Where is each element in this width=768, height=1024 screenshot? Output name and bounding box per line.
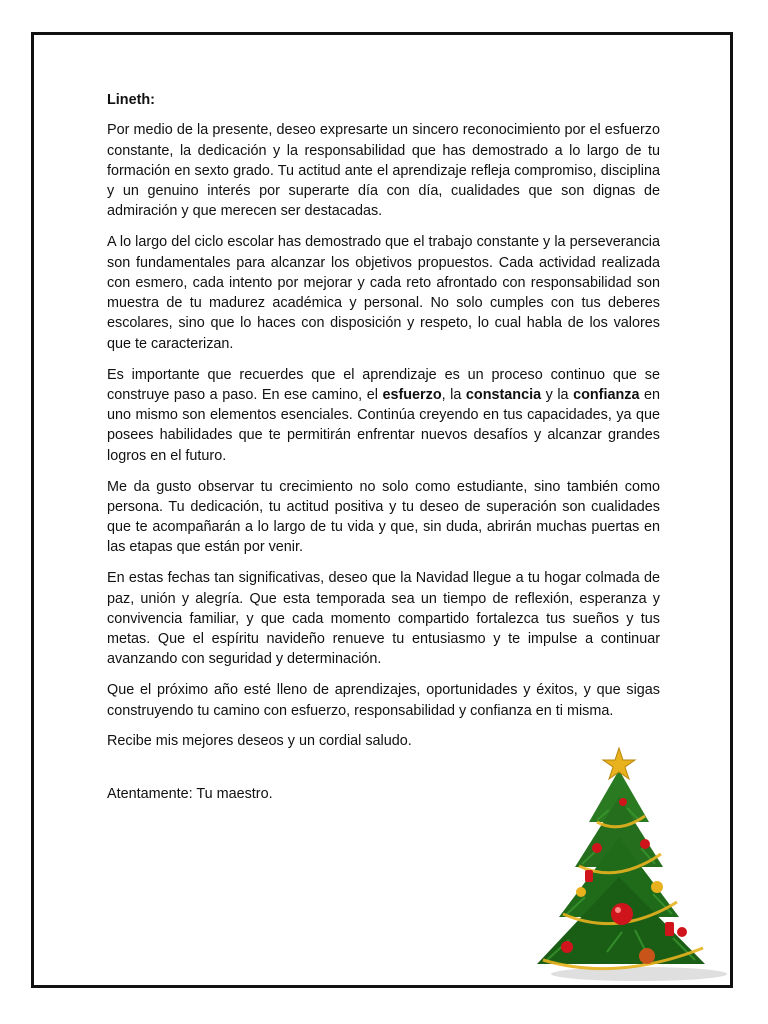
paragraph-3-text-1: Es importante que recuerdes que el aprendizaje es un proceso continuo que se construye paso a paso. En ese camino, el (107, 366, 660, 403)
paragraph-1: Por medio de la presente, deseo expresarte un sincero reconocimiento por el esfuerzo constante, la dedicación y la responsabilidad que has demostrado a lo largo de tu formación en sexto grado. Tu actitud ante el aprendizaje refleja compromiso, disciplina y un genuino interés por superarte día con día, cualidades que son dignas de admiración y que merecen ser destacadas. (107, 122, 660, 220)
bold-constancia: constancia (465, 386, 542, 403)
letter-body (107, 90, 660, 814)
paragraph-5: En estas fechas tan significativas, deseo que la Navidad llegue a tu hogar colmada de paz, unión y alegría. Que esta temporada sea un tiempo de reflexión, esperanza y convivencia familiar, y que cada momento compartido fortalezca tus sueños y tus metas. Que el espíritu navideño renueve tu entusiasmo y te impulse a continuar avanzando con seguridad y determinación. (107, 570, 660, 668)
paragraph-2: A lo largo del ciclo escolar has demostrado que el trabajo constante y la perseverancia son fundamentales para alcanzar los objetivos propuestos. Cada actividad realizada con esmero, cada intento por mejorar y cada reto afrontado con responsabilidad son muestra de tu madurez académica y personal. No solo cumples con tus deberes escolares, sino que lo haces con disposición y respeto, lo cual habla de los valores que te caracterizan. (107, 234, 660, 352)
paragraph-6: Que el próximo año esté lleno de aprendizajes, oportunidades y éxitos, y que sigas construyendo tu camino con esfuerzo, responsabilidad y confianza en ti misma. (107, 682, 660, 719)
greeting: Lineth: (107, 92, 155, 108)
bold-confianza: confianza (573, 386, 640, 403)
paragraph-7: Recibe mis mejores deseos y un cordial saludo. (107, 733, 412, 750)
paragraph-3 (107, 365, 660, 466)
paragraph-3-text-2: , la (441, 386, 466, 403)
paragraph-4: Me da gusto observar tu crecimiento no solo como estudiante, sino también como persona. Tu dedicación, tu actitud positiva y tu deseo de superación son cualidades que te acompañarán a lo largo de tu vida y que, sin duda, abrirán muchas puertas en las etapas que están por venir. (107, 478, 660, 556)
paragraph-3-text-4: en uno mismo son elementos esenciales. Continúa creyendo en tus capacidades, ya que posees habilidades que te permitirán enfrentar nuevos desafíos y alcanzar grandes logros en el futuro. (107, 386, 661, 464)
christmas-tree-icon (527, 742, 732, 982)
closing-signature: Atentamente: Tu maestro. (107, 785, 273, 802)
paragraph-3-text-3: y la (541, 386, 574, 403)
bold-esfuerzo: esfuerzo (382, 386, 442, 403)
